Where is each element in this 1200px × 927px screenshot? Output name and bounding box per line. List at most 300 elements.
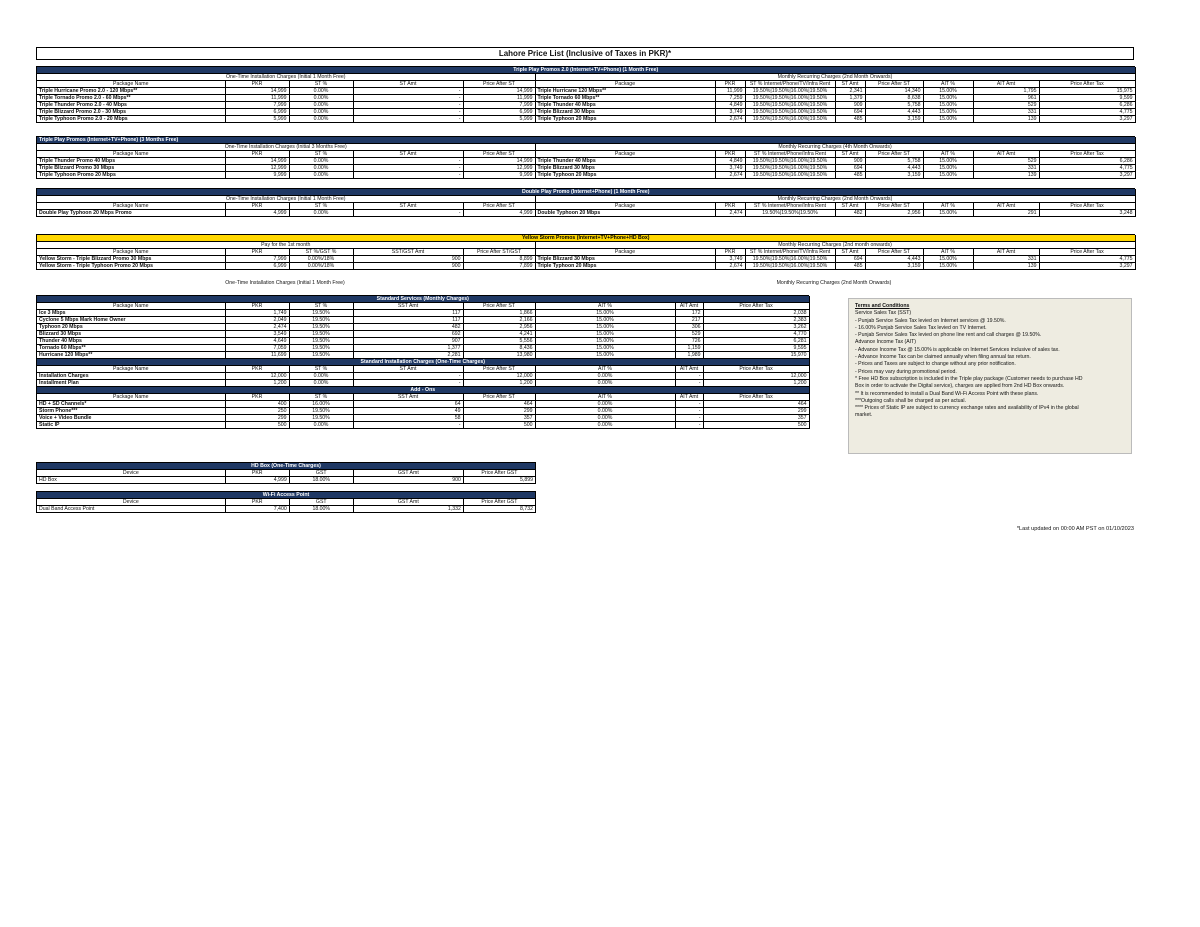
monthly-st-percent: 19.50%|19.50%|16.00%|19.50% bbox=[745, 165, 835, 172]
st-amount: 692 bbox=[353, 331, 463, 338]
st-amount: - bbox=[353, 380, 463, 387]
monthly-price-after-st: 4,443 bbox=[865, 165, 923, 172]
ait-percent: 15.00% bbox=[535, 352, 675, 359]
section-band: Wi-Fi Access Point bbox=[37, 492, 536, 499]
monthly-st-percent: 19.50%|19.50%|16.00%|19.50% bbox=[745, 95, 835, 102]
col-header: PKR bbox=[225, 81, 289, 88]
col-header: AIT Amt bbox=[675, 366, 703, 373]
terms-line: - Prices may vary during promotional period. bbox=[855, 368, 957, 375]
standard-title-row bbox=[36, 280, 1134, 286]
device-name: Dual Band Access Point bbox=[37, 506, 225, 513]
monthly-st-amount: 485 bbox=[835, 263, 865, 270]
st-percent: 0.00% bbox=[289, 158, 353, 165]
monthly-price-pkr: 4,849 bbox=[715, 102, 745, 109]
price-after-st: 13,980 bbox=[463, 352, 535, 359]
ait-percent: 0.00% bbox=[535, 415, 675, 422]
table-row bbox=[37, 415, 809, 422]
st-amount: - bbox=[353, 165, 463, 172]
triple-promo2-section bbox=[36, 136, 1135, 179]
col-header: Price After ST bbox=[463, 394, 535, 401]
col-header: ST % bbox=[289, 366, 353, 373]
group-heading: One-Time Installation Charges (Initial 1 Month Free) bbox=[225, 280, 345, 286]
promo-rows bbox=[37, 210, 1135, 217]
group-heading: Pay for the 1st month bbox=[37, 242, 535, 249]
monthly-price-after-st: 2,956 bbox=[865, 210, 923, 217]
price-pkr: 1,749 bbox=[225, 310, 289, 317]
col-header: ST % bbox=[289, 203, 353, 210]
table-row bbox=[37, 422, 809, 429]
package-name: Blizzard 30 Mbps bbox=[37, 331, 225, 338]
table-row bbox=[37, 373, 809, 380]
col-header: Package bbox=[535, 81, 715, 88]
table-row bbox=[37, 408, 809, 415]
col-header: Device bbox=[37, 499, 225, 506]
table-row bbox=[37, 210, 1135, 217]
col-header: AIT Amt bbox=[675, 303, 703, 310]
package-name: Triple Typhoon Promo 20 Mbps bbox=[37, 172, 225, 179]
ait-percent: 15.00% bbox=[923, 210, 973, 217]
page-title: Lahore Price List (Inclusive of Taxes in PKR)* bbox=[36, 47, 1134, 60]
table-row bbox=[37, 380, 809, 387]
ait-amount: - bbox=[675, 380, 703, 387]
st-amount: - bbox=[353, 88, 463, 95]
st-amount: - bbox=[353, 422, 463, 429]
price-after-tax: 4,775 bbox=[1039, 109, 1135, 116]
col-header: ST Amt bbox=[835, 81, 865, 88]
ait-amount: 1,795 bbox=[973, 88, 1039, 95]
terms-line: - 16.00% Punjab Service Sales Tax levied on TV Internet. bbox=[855, 324, 987, 331]
package-name: Installation Charges bbox=[37, 373, 225, 380]
price-after-st: 464 bbox=[463, 401, 535, 408]
wifi-section bbox=[36, 491, 536, 513]
monthly-st-percent: 19.50%|19.50%|16.00%|19.50% bbox=[745, 88, 835, 95]
col-header: AIT Amt bbox=[973, 151, 1039, 158]
st-amount: - bbox=[353, 172, 463, 179]
price-after-tax: 9,595 bbox=[703, 345, 809, 352]
st-amount: 900 bbox=[353, 263, 463, 270]
price-after-tax: 15,975 bbox=[1039, 88, 1135, 95]
terms-line: ***Outgoing calls shall be charged as per actual. bbox=[855, 397, 967, 404]
price-pkr: 3,549 bbox=[225, 331, 289, 338]
table-row bbox=[37, 165, 1135, 172]
price-after-tax: 3,297 bbox=[1039, 116, 1135, 123]
promo-rows bbox=[37, 158, 1135, 179]
group-heading: Monthly Recurring Charges (2nd Month Onwards) bbox=[535, 74, 1135, 81]
monthly-st-percent: 19.50%|19.50%|16.00%|19.50% bbox=[745, 102, 835, 109]
monthly-st-amount: 485 bbox=[835, 116, 865, 123]
std-rows bbox=[37, 401, 809, 429]
st-amount: - bbox=[353, 116, 463, 123]
st-percent: 19.50% bbox=[289, 415, 353, 422]
col-header: ST % Internet/Phone/Infra Rent bbox=[745, 151, 835, 158]
st-percent: 0.00% bbox=[289, 165, 353, 172]
ait-amount: - bbox=[675, 401, 703, 408]
package-name: Storm Phone*** bbox=[37, 408, 225, 415]
package-name: Double Play Typhoon 20 Mbps Promo bbox=[37, 210, 225, 217]
price-pkr: 14,999 bbox=[225, 158, 289, 165]
price-after-st: 2,166 bbox=[463, 317, 535, 324]
price-pkr: 4,649 bbox=[225, 338, 289, 345]
monthly-st-percent: 19.50%|19.50%|16.00%|19.50% bbox=[745, 172, 835, 179]
table-row bbox=[37, 263, 1135, 270]
col-header: ST % Internet/Phone/Infra Rent bbox=[745, 203, 835, 210]
ait-amount: 1,159 bbox=[675, 345, 703, 352]
ait-amount: 331 bbox=[973, 256, 1039, 263]
col-header: AIT % bbox=[535, 303, 675, 310]
price-pkr: 250 bbox=[225, 408, 289, 415]
st-percent: 0.00%/18% bbox=[289, 263, 353, 270]
terms-and-conditions bbox=[848, 298, 1132, 454]
ait-percent: 15.00% bbox=[535, 317, 675, 324]
monthly-price-pkr: 2,674 bbox=[715, 116, 745, 123]
col-header: GST Amt bbox=[353, 499, 463, 506]
col-header: Package Name bbox=[37, 366, 225, 373]
price-pkr: 9,999 bbox=[225, 172, 289, 179]
col-header: Price After ST bbox=[865, 203, 923, 210]
ait-amount: 331 bbox=[973, 165, 1039, 172]
ait-amount: 291 bbox=[973, 210, 1039, 217]
col-header: ST %/GST % bbox=[289, 249, 353, 256]
section-band: Add - Ons bbox=[37, 387, 809, 394]
ait-amount: 217 bbox=[675, 317, 703, 324]
col-header: PKR bbox=[225, 303, 289, 310]
table-row bbox=[37, 172, 1135, 179]
col-header: ST Amt bbox=[353, 81, 463, 88]
col-header: PKR bbox=[715, 151, 745, 158]
price-after-tax: 500 bbox=[703, 422, 809, 429]
price-after-st: 7,899 bbox=[463, 263, 535, 270]
price-after-tax: 15,970 bbox=[703, 352, 809, 359]
monthly-package-name: Triple Blizzard 30 Mbps bbox=[535, 256, 715, 263]
group-heading: Monthly Recurring Charges (2nd Month Onwards) bbox=[776, 280, 892, 286]
package-name: Triple Hurricane Promo 2.0 - 120 Mbps** bbox=[37, 88, 225, 95]
col-header: Package bbox=[535, 203, 715, 210]
terms-line: Box in order to activate the Digital service), charges are applied from 2nd HD Box onwards. bbox=[855, 383, 1065, 390]
package-name: Thunder 40 Mbps bbox=[37, 338, 225, 345]
st-amount: - bbox=[353, 373, 463, 380]
col-header: Package Name bbox=[37, 303, 225, 310]
package-name: Cyclone 5 Mbps Mark Home Owner bbox=[37, 317, 225, 324]
ait-percent: 15.00% bbox=[535, 324, 675, 331]
std-rows bbox=[37, 310, 809, 359]
table-row bbox=[37, 352, 809, 359]
price-after-st: 1,200 bbox=[463, 380, 535, 387]
ait-percent: 0.00% bbox=[535, 380, 675, 387]
price-pkr: 1,200 bbox=[225, 380, 289, 387]
col-header: ST Amt bbox=[835, 203, 865, 210]
price-after-tax: 2,383 bbox=[703, 317, 809, 324]
st-amount: 2,281 bbox=[353, 352, 463, 359]
st-amount: - bbox=[353, 102, 463, 109]
monthly-st-amount: 2,341 bbox=[835, 88, 865, 95]
promo-rows bbox=[37, 88, 1135, 123]
col-header: Price After Tax bbox=[703, 366, 809, 373]
monthly-price-pkr: 3,749 bbox=[715, 109, 745, 116]
ait-percent: 15.00% bbox=[923, 109, 973, 116]
monthly-price-after-st: 4,443 bbox=[865, 256, 923, 263]
terms-line: ** It is recommended to install a Dual Band Wi-Fi Access Point with these plans. bbox=[855, 390, 1039, 397]
package-name: Triple Typhoon Promo 2.0 - 20 Mbps bbox=[37, 116, 225, 123]
package-name: Installment Plan bbox=[37, 380, 225, 387]
monthly-package-name: Triple Typhoon 20 Mbps bbox=[535, 263, 715, 270]
col-header: ST % bbox=[289, 81, 353, 88]
st-amount: 58 bbox=[353, 415, 463, 422]
monthly-price-after-st: 3,159 bbox=[865, 172, 923, 179]
col-header: Price After Tax bbox=[1039, 81, 1135, 88]
monthly-package-name: Triple Blizzard 30 Mbps bbox=[535, 109, 715, 116]
monthly-package-name: Triple Typhoon 20 Mbps bbox=[535, 116, 715, 123]
monthly-price-pkr: 4,849 bbox=[715, 158, 745, 165]
price-pkr: 11,699 bbox=[225, 352, 289, 359]
col-header: PKR bbox=[225, 470, 289, 477]
package-name: Triple Tornado Promo 2.0 - 60 Mbps** bbox=[37, 95, 225, 102]
monthly-package-name: Triple Tornado 60 Mbps** bbox=[535, 95, 715, 102]
price-after-st: 5,556 bbox=[463, 338, 535, 345]
ait-percent: 15.00% bbox=[535, 310, 675, 317]
col-header: AIT Amt bbox=[973, 81, 1039, 88]
col-header: Package Name bbox=[37, 203, 225, 210]
price-after-tax: 3,248 bbox=[1039, 210, 1135, 217]
price-pkr: 2,049 bbox=[225, 317, 289, 324]
ait-amount: 1,989 bbox=[675, 352, 703, 359]
ait-amount: 306 bbox=[675, 324, 703, 331]
st-percent: 0.00% bbox=[289, 210, 353, 217]
price-after-tax: 3,297 bbox=[1039, 263, 1135, 270]
col-header: Price After GST bbox=[463, 499, 535, 506]
table-row bbox=[37, 116, 1135, 123]
group-heading: Monthly Recurring Charges (2nd Month Onwards) bbox=[535, 196, 1135, 203]
st-amount: 900 bbox=[353, 256, 463, 263]
monthly-st-amount: 482 bbox=[835, 210, 865, 217]
ait-percent: 15.00% bbox=[923, 88, 973, 95]
terms-lines bbox=[855, 310, 1125, 419]
group-heading: Monthly Recurring Charges (2nd month onwards) bbox=[535, 242, 1135, 249]
st-percent: 19.50% bbox=[289, 310, 353, 317]
col-header: Price After GST bbox=[463, 470, 535, 477]
col-header: Price After ST bbox=[865, 151, 923, 158]
ait-percent: 15.00% bbox=[923, 172, 973, 179]
package-name: Ice 3 Mbps bbox=[37, 310, 225, 317]
table-row bbox=[37, 95, 1135, 102]
col-header: AIT Amt bbox=[973, 249, 1039, 256]
ait-amount: 961 bbox=[973, 95, 1039, 102]
monthly-price-pkr: 3,749 bbox=[715, 256, 745, 263]
monthly-st-amount: 694 bbox=[835, 165, 865, 172]
monthly-price-pkr: 2,674 bbox=[715, 263, 745, 270]
ait-amount: 172 bbox=[675, 310, 703, 317]
table-row bbox=[37, 477, 536, 484]
price-after-st: 299 bbox=[463, 408, 535, 415]
price-after-tax: 6,281 bbox=[703, 338, 809, 345]
price-after-gst: 5,899 bbox=[463, 477, 535, 484]
ait-percent: 15.00% bbox=[923, 165, 973, 172]
st-percent: 0.00% bbox=[289, 172, 353, 179]
col-header: Price After Tax bbox=[1039, 151, 1135, 158]
package-name: Triple Thunder Promo 2.0 - 40 Mbps bbox=[37, 102, 225, 109]
monthly-st-percent: 19.50%|19.50%|16.00%|19.50% bbox=[745, 158, 835, 165]
price-after-tax: 3,297 bbox=[1039, 172, 1135, 179]
col-header: Price After ST bbox=[463, 303, 535, 310]
ait-percent: 15.00% bbox=[923, 95, 973, 102]
price-after-st: 7,999 bbox=[463, 102, 535, 109]
col-header: PKR bbox=[715, 203, 745, 210]
col-header: SST/GST Amt bbox=[353, 249, 463, 256]
st-amount: - bbox=[353, 95, 463, 102]
col-header: Price After ST/GST bbox=[463, 249, 535, 256]
terms-line: - Advance Income Tax can be claimed annually when filing annual tax return. bbox=[855, 354, 1031, 361]
col-header: Price After ST bbox=[463, 151, 535, 158]
col-header: Price After ST bbox=[865, 249, 923, 256]
col-header: GST bbox=[289, 470, 353, 477]
col-header: AIT Amt bbox=[973, 203, 1039, 210]
ait-percent: 15.00% bbox=[923, 263, 973, 270]
ait-amount: 529 bbox=[675, 331, 703, 338]
price-after-tax: 4,775 bbox=[1039, 256, 1135, 263]
col-header: AIT % bbox=[923, 151, 973, 158]
monthly-price-pkr: 2,674 bbox=[715, 172, 745, 179]
package-name: Typhoon 20 Mbps bbox=[37, 324, 225, 331]
ait-amount: 529 bbox=[973, 102, 1039, 109]
col-header: ST % bbox=[289, 151, 353, 158]
monthly-price-pkr: 3,749 bbox=[715, 165, 745, 172]
gst-percent: 18.00% bbox=[289, 477, 353, 484]
col-header: Package Name bbox=[37, 151, 225, 158]
col-header: SST Amt bbox=[353, 394, 463, 401]
terms-line: market. bbox=[855, 412, 873, 419]
price-pkr: 7,999 bbox=[225, 256, 289, 263]
monthly-st-percent: 19.50%|19.50%|16.00%|19.50% bbox=[745, 256, 835, 263]
st-percent: 16.00% bbox=[289, 401, 353, 408]
group-heading: Monthly Recurring Charges (4th Month Onwards) bbox=[535, 144, 1135, 151]
package-name: Hurricane 120 Mbps** bbox=[37, 352, 225, 359]
device-name: HD Box bbox=[37, 477, 225, 484]
col-header: Price After ST bbox=[463, 81, 535, 88]
ait-percent: 15.00% bbox=[535, 338, 675, 345]
monthly-price-pkr: 11,999 bbox=[715, 88, 745, 95]
ait-percent: 15.00% bbox=[923, 116, 973, 123]
gst-amount: 1,332 bbox=[353, 506, 463, 513]
st-percent: 0.00% bbox=[289, 380, 353, 387]
price-after-tax: 4,770 bbox=[703, 331, 809, 338]
st-percent: 19.50% bbox=[289, 331, 353, 338]
package-name: Triple Blizzard Promo 30 Mbps bbox=[37, 165, 225, 172]
st-amount: 1,377 bbox=[353, 345, 463, 352]
terms-line: - Punjab Service Sales Tax levied on phone line rent and call charges @ 19.50%. bbox=[855, 332, 1042, 339]
price-pkr: 5,999 bbox=[225, 116, 289, 123]
price-pkr: 500 bbox=[225, 422, 289, 429]
ait-amount: 139 bbox=[973, 263, 1039, 270]
table-row bbox=[37, 158, 1135, 165]
price-after-st: 1,866 bbox=[463, 310, 535, 317]
col-header: ST % Internet/Phone/TV/Infra Rent bbox=[745, 81, 835, 88]
col-header: ST Amt bbox=[835, 151, 865, 158]
st-percent: 19.50% bbox=[289, 345, 353, 352]
st-amount: 117 bbox=[353, 317, 463, 324]
col-header: PKR bbox=[225, 499, 289, 506]
table-row bbox=[37, 317, 809, 324]
price-after-tax: 6,286 bbox=[1039, 102, 1135, 109]
triple-promo-section bbox=[36, 66, 1135, 123]
price-after-st: 12,000 bbox=[463, 373, 535, 380]
col-header: Price After ST bbox=[865, 81, 923, 88]
col-header: PKR bbox=[225, 203, 289, 210]
monthly-st-amount: 485 bbox=[835, 172, 865, 179]
price-after-tax: 299 bbox=[703, 408, 809, 415]
table-row bbox=[37, 506, 536, 513]
st-percent: 19.50% bbox=[289, 338, 353, 345]
col-header: Price After Tax bbox=[703, 394, 809, 401]
price-after-st: 11,999 bbox=[463, 95, 535, 102]
col-header: ST Amt bbox=[353, 366, 463, 373]
st-amount: 482 bbox=[353, 324, 463, 331]
price-pkr: 7,400 bbox=[225, 506, 289, 513]
price-after-st: 4,999 bbox=[463, 210, 535, 217]
ait-amount: - bbox=[675, 408, 703, 415]
price-pkr: 4,999 bbox=[225, 477, 289, 484]
price-after-st: 9,999 bbox=[463, 172, 535, 179]
monthly-st-amount: 694 bbox=[835, 256, 865, 263]
section-band: Double Play Promo (Internet+Phone) (1 Month Free) bbox=[37, 189, 1135, 196]
monthly-price-after-st: 8,638 bbox=[865, 95, 923, 102]
ait-percent: 15.00% bbox=[923, 256, 973, 263]
table-row bbox=[37, 256, 1135, 263]
col-header: AIT % bbox=[923, 81, 973, 88]
ait-percent: 15.00% bbox=[923, 158, 973, 165]
col-header: Price After Tax bbox=[1039, 203, 1135, 210]
st-percent: 19.50% bbox=[289, 324, 353, 331]
col-header: AIT % bbox=[535, 366, 675, 373]
st-percent: 0.00% bbox=[289, 88, 353, 95]
price-after-st: 14,999 bbox=[463, 88, 535, 95]
price-after-st: 6,999 bbox=[463, 109, 535, 116]
last-updated-note: *Last updated on 00:00 AM PST on 01/10/2023 bbox=[1016, 526, 1134, 532]
price-pkr: 12,000 bbox=[225, 373, 289, 380]
price-after-tax: 357 bbox=[703, 415, 809, 422]
st-percent: 19.50% bbox=[289, 408, 353, 415]
price-after-st: 14,999 bbox=[463, 158, 535, 165]
col-header: PKR bbox=[715, 249, 745, 256]
terms-line: Service Sales Tax (SST) bbox=[855, 310, 912, 317]
price-after-tax: 12,000 bbox=[703, 373, 809, 380]
price-pkr: 7,059 bbox=[225, 345, 289, 352]
package-name: Yellow Storm - Triple Blizzard Promo 30 Mbps bbox=[37, 256, 225, 263]
monthly-package-name: Triple Typhoon 20 Mbps bbox=[535, 172, 715, 179]
promo-rows bbox=[37, 256, 1135, 270]
std-rows bbox=[37, 373, 809, 387]
table-row bbox=[37, 102, 1135, 109]
terms-line: - Prices and Taxes are subject to change without any prior notification. bbox=[855, 361, 1016, 368]
price-after-st: 8,436 bbox=[463, 345, 535, 352]
st-percent: 19.50% bbox=[289, 317, 353, 324]
monthly-package-name: Triple Thunder 40 Mbps bbox=[535, 102, 715, 109]
package-name: Triple Thunder Promo 40 Mbps bbox=[37, 158, 225, 165]
monthly-price-after-st: 5,758 bbox=[865, 158, 923, 165]
col-header: Package Name bbox=[37, 81, 225, 88]
price-after-st: 12,999 bbox=[463, 165, 535, 172]
package-name: Triple Blizzard Promo 2.0 - 30 Mbps bbox=[37, 109, 225, 116]
col-header: Package bbox=[535, 151, 715, 158]
price-pkr: 6,999 bbox=[225, 263, 289, 270]
ait-percent: 0.00% bbox=[535, 401, 675, 408]
price-pkr: 11,999 bbox=[225, 95, 289, 102]
col-header: AIT % bbox=[535, 394, 675, 401]
st-amount: - bbox=[353, 210, 463, 217]
yellow-storm-section bbox=[36, 234, 1135, 270]
col-header: ST Amt bbox=[835, 249, 865, 256]
table-row bbox=[37, 401, 809, 408]
ait-amount: 529 bbox=[973, 158, 1039, 165]
col-header: GST bbox=[289, 499, 353, 506]
